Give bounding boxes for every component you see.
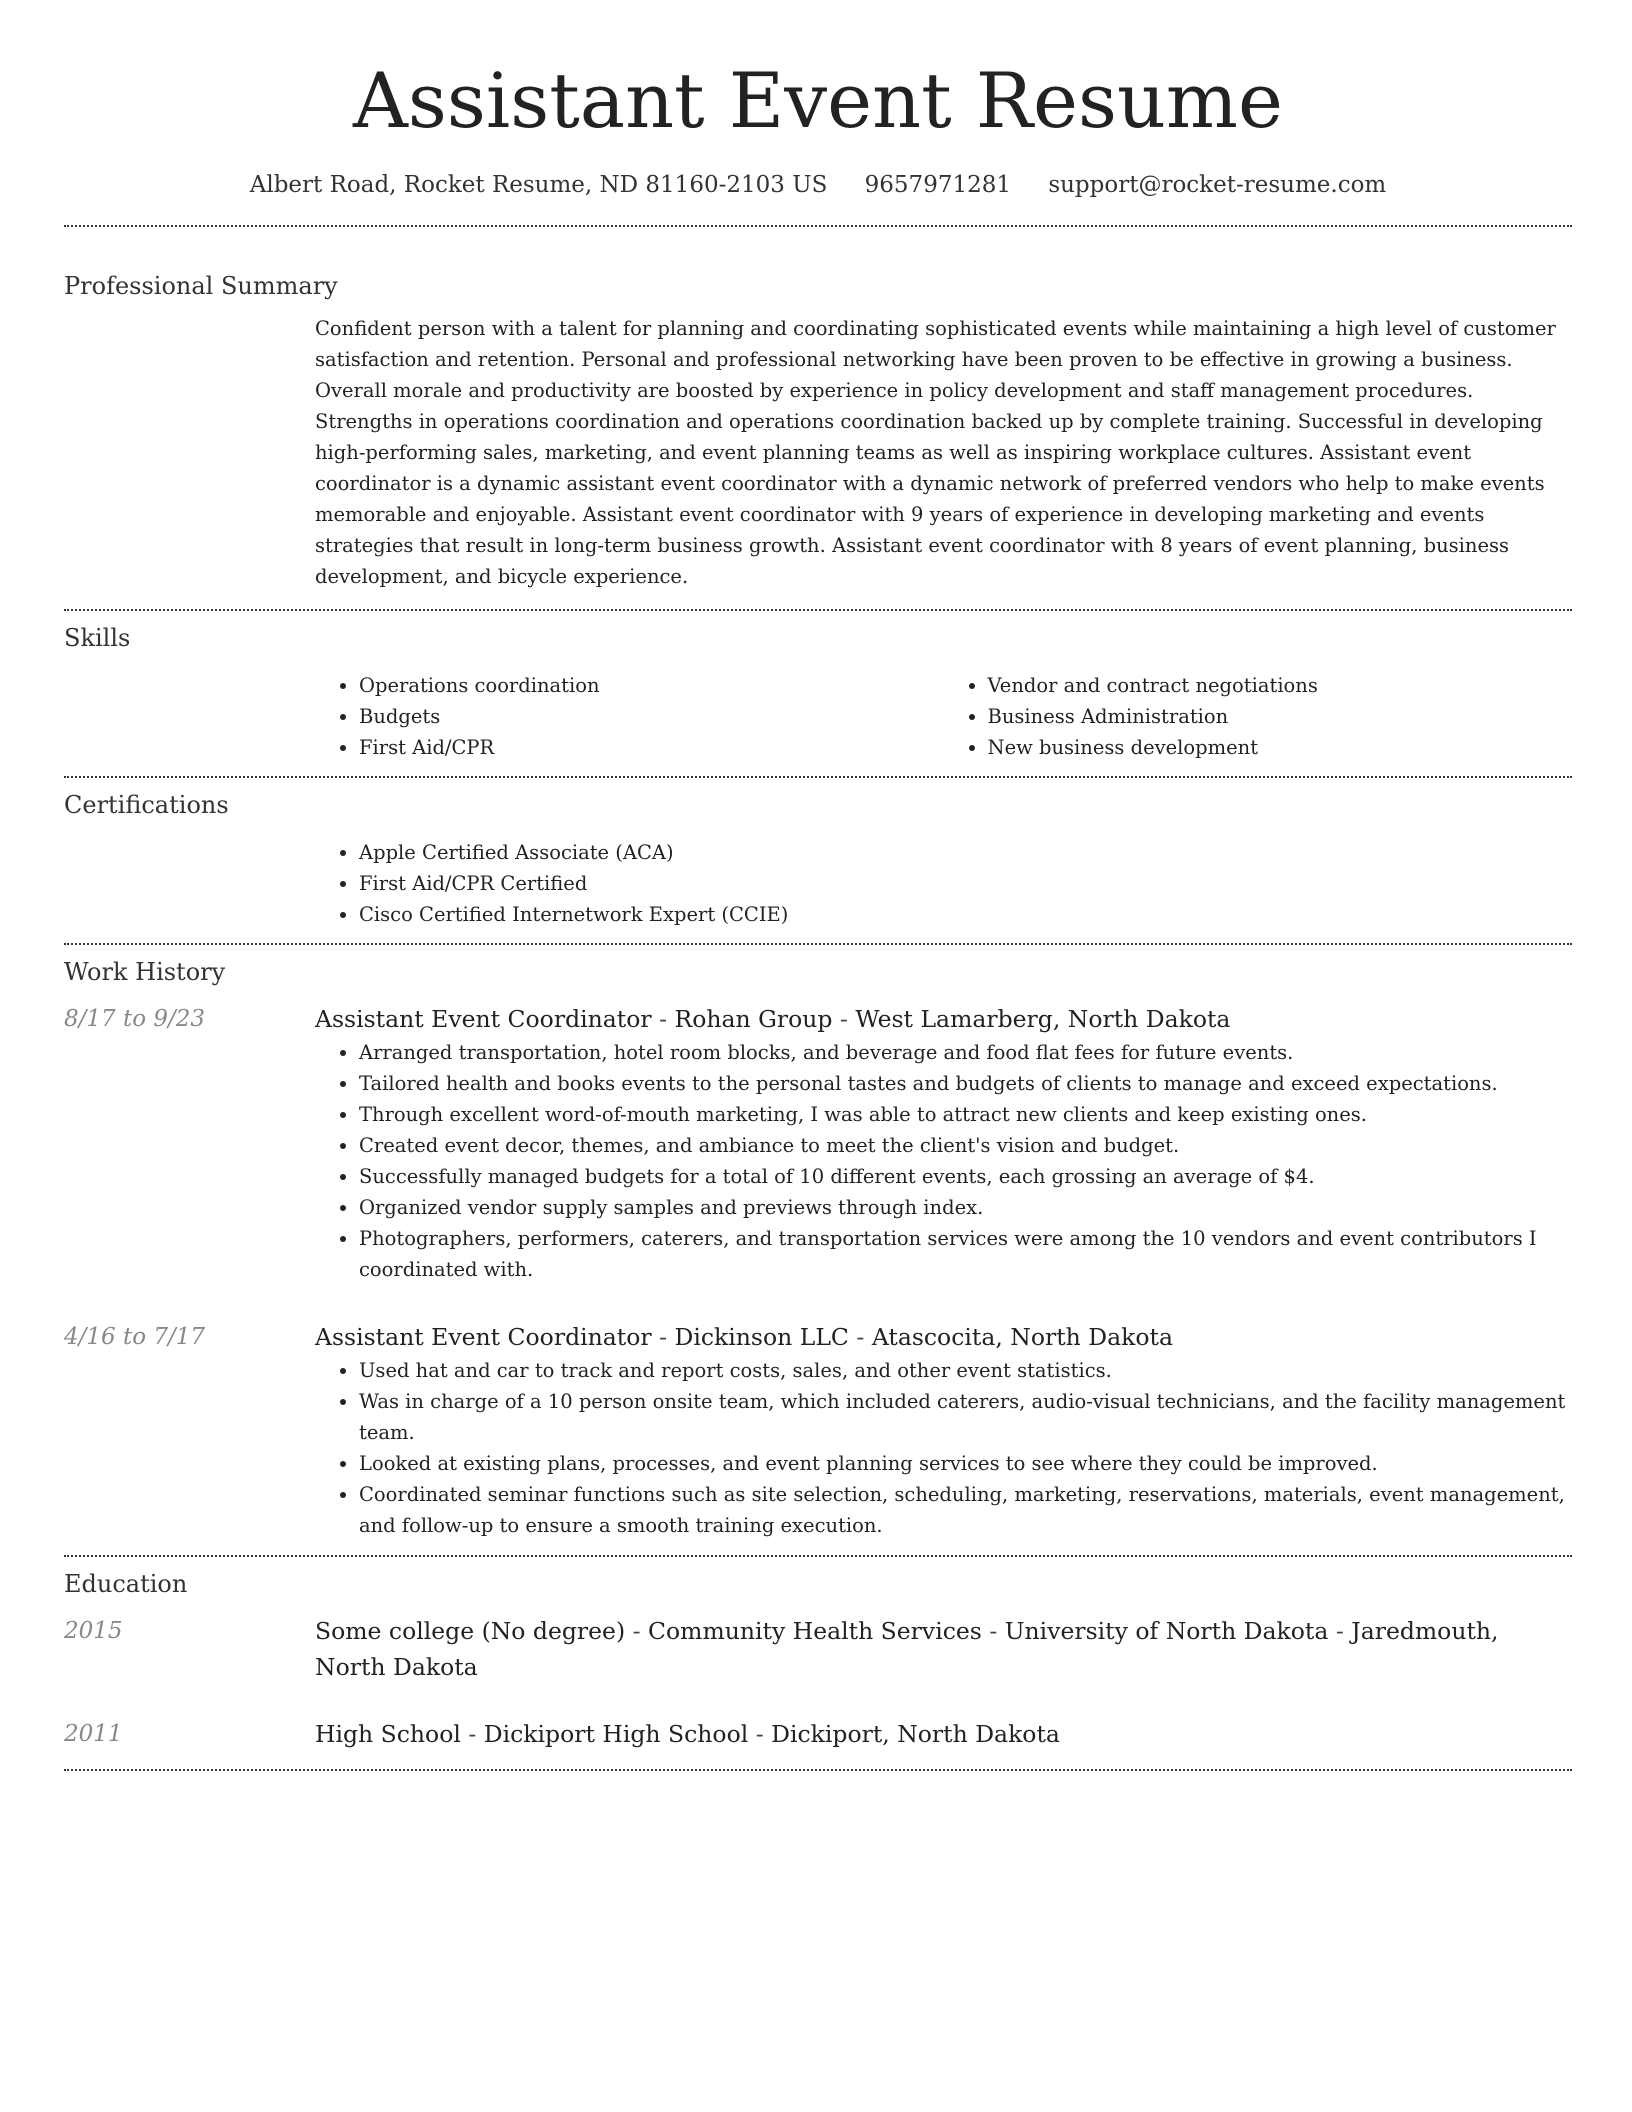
contact-email: support@rocket-resume.com <box>1048 172 1387 198</box>
skill-item: • Business Administration <box>988 701 1573 732</box>
job-bullet: • Photographers, performers, caterers, and transportation services were among the 10 vendors and event contributors I coordinated with. <box>359 1223 1572 1285</box>
job-bullet: • Through excellent word-of-mouth marketing, I was able to attract new clients and keep existing ones. <box>359 1099 1572 1130</box>
job-bullet: • Was in charge of a 10 person onsite team, which included caterers, audio-visual technicians, and the facility management team. <box>359 1386 1572 1448</box>
job-bullet: • Organized vendor supply samples and previews through index. <box>359 1192 1572 1223</box>
job-location: West Lamarberg, North Dakota <box>855 1005 1231 1033</box>
separator: - <box>625 1617 649 1645</box>
certification-item: • First Aid/CPR Certified <box>359 868 1572 899</box>
work-dates: 4/16 to 7/17 <box>64 1324 206 1350</box>
section-certifications <box>64 778 1572 930</box>
education-location: Jaredmouth, North Dakota <box>315 1617 1499 1681</box>
section-work-history <box>64 945 1572 1541</box>
divider <box>64 1769 1572 1771</box>
contact-line <box>64 170 1572 200</box>
work-entry-heading <box>315 1319 1572 1355</box>
skill-item: • Vendor and contract negotiations <box>988 670 1573 701</box>
job-bullet: • Arranged transportation, hotel room blocks, and beverage and food flat fees for future events. <box>359 1037 1572 1068</box>
education-location: Dickiport, North Dakota <box>771 1720 1060 1748</box>
skill-item: • New business development <box>988 732 1573 763</box>
job-bullets <box>315 1037 1572 1285</box>
section-summary <box>64 227 1572 592</box>
education-school: University of North Dakota <box>1004 1617 1329 1645</box>
summary-content <box>315 313 1572 592</box>
education-field: Community Health Services <box>648 1617 982 1645</box>
separator: - <box>748 1720 772 1748</box>
work-entry-body <box>315 1001 1572 1285</box>
separator: - <box>981 1617 1005 1645</box>
education-degree: High School <box>315 1720 461 1748</box>
education-entry <box>64 1613 1572 1685</box>
work-entry-heading <box>315 1001 1572 1037</box>
job-location: Atascocita, North Dakota <box>871 1323 1173 1351</box>
resume-title: Assistant Event Resume <box>353 56 1283 145</box>
job-bullet: • Created event decor, themes, and ambiance to meet the client's vision and budget. <box>359 1130 1572 1161</box>
education-year: 2015 <box>64 1618 123 1644</box>
job-company: Dickinson LLC <box>674 1323 849 1351</box>
separator: - <box>651 1323 675 1351</box>
job-role: Assistant Event Coordinator <box>315 1005 652 1033</box>
job-company: Rohan Group <box>674 1005 833 1033</box>
summary-text: Confident person with a talent for planning and coordinating sophisticated events while maintaining a high level of customer satisfaction and retention. Personal and professional networking have been proven to be effective in growing a business. Overall morale and productivity are boosted by experience in policy development and staff management procedures. Strengths in operations coordination and operations coordination backed up by complete training. Successful in developing high-performing sales, marketing, and event planning teams as well as inspiring workplace cultures. Assistant event coordinator is a dynamic assistant event coordinator with a dynamic network of preferred vendors who help to make events memorable and enjoyable. Assistant event coordinator with 9 years of experience in developing marketing and events strategies that result in long-term business growth. Assistant event coordinator with 8 years of event planning, business development, and bicycle experience. <box>315 317 1556 588</box>
certification-item: • Cisco Certified Internetwork Expert (CCIE) <box>359 899 1572 930</box>
education-entry-heading <box>315 1716 1572 1752</box>
certification-item: • Apple Certified Associate (ACA) <box>359 837 1572 868</box>
resume-page <box>64 0 1572 1771</box>
skills-grid <box>315 670 1572 763</box>
section-title-summary: Professional Summary <box>64 272 338 300</box>
separator: - <box>651 1005 675 1033</box>
section-skills <box>64 611 1572 763</box>
skill-item: • Operations coordination <box>359 670 944 701</box>
job-bullet: • Coordinated seminar functions such as site selection, scheduling, marketing, reservations, materials, event management, and follow-up to ensure a smooth training execution. <box>359 1479 1572 1541</box>
certifications-content <box>315 837 1572 930</box>
contact-address: Albert Road, Rocket Resume, ND 81160-2103 US <box>249 172 828 198</box>
job-bullet: • Tailored health and books events to the personal tastes and budgets of clients to manage and exceed expectations. <box>359 1068 1572 1099</box>
section-title-skills: Skills <box>64 624 131 652</box>
separator: - <box>832 1005 856 1033</box>
education-school: Dickiport High School <box>483 1720 749 1748</box>
resume-header <box>64 0 1572 200</box>
section-title-work: Work History <box>64 958 226 986</box>
education-entry <box>64 1716 1572 1752</box>
job-bullet: • Looked at existing plans, processes, and event planning services to see where they could be improved. <box>359 1448 1572 1479</box>
education-entry-heading <box>315 1613 1572 1685</box>
section-title-education: Education <box>64 1570 188 1598</box>
separator: - <box>848 1323 872 1351</box>
skill-item: • First Aid/CPR <box>359 732 944 763</box>
education-year: 2011 <box>64 1721 123 1747</box>
education-degree: Some college (No degree) <box>315 1617 626 1645</box>
separator: - <box>460 1720 484 1748</box>
job-role: Assistant Event Coordinator <box>315 1323 652 1351</box>
skill-item: • Budgets <box>359 701 944 732</box>
certifications-list <box>315 837 1572 930</box>
skills-list-left <box>315 670 944 763</box>
skills-list-right <box>944 670 1573 763</box>
work-dates: 8/17 to 9/23 <box>64 1006 206 1032</box>
job-bullet: • Successfully managed budgets for a total of 10 different events, each grossing an average of $4. <box>359 1161 1572 1192</box>
job-bullet: • Used hat and car to track and report costs, sales, and other event statistics. <box>359 1355 1572 1386</box>
work-entry <box>64 1001 1572 1285</box>
contact-phone: 9657971281 <box>864 172 1011 198</box>
separator: - <box>1328 1617 1352 1645</box>
work-entry <box>64 1319 1572 1541</box>
section-title-certifications: Certifications <box>64 791 229 819</box>
job-bullets <box>315 1355 1572 1541</box>
work-entry-body <box>315 1319 1572 1541</box>
section-education <box>64 1557 1572 1752</box>
